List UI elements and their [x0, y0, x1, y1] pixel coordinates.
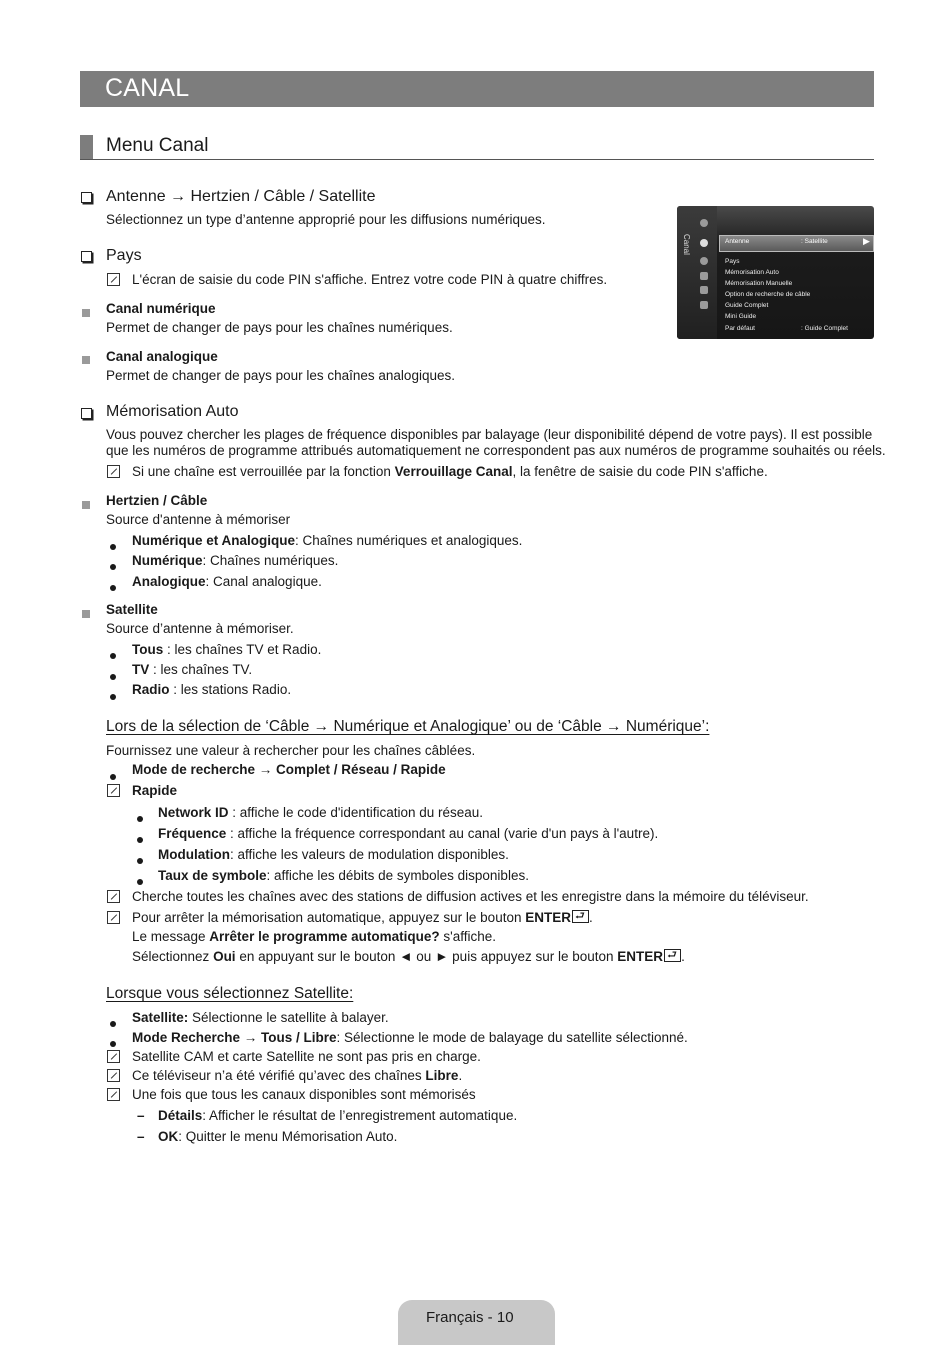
satellite-item: Tous : les chaînes TV et Radio.	[132, 642, 322, 657]
tv-menu-selected-label: Antenne	[725, 238, 750, 245]
tv-menu-item: Pays	[725, 258, 740, 265]
picture-icon	[700, 219, 708, 227]
hertzien-desc: Source d'antenne à mémoriser	[106, 512, 291, 527]
cable-rapide: Rapide	[132, 783, 178, 798]
bullet-icon	[137, 873, 143, 888]
cable-mode: Mode de recherche → Complet / Réseau / Rapide	[132, 762, 446, 777]
hertzien-item: Numérique et Analogique: Chaînes numériques et analogiques.	[132, 533, 523, 548]
sat-note3: Une fois que tous les canaux disponibles sont mémorisés	[132, 1087, 476, 1102]
bullet-icon	[110, 558, 116, 573]
section-heading	[80, 135, 874, 160]
tv-menu-item: Option de recherche de câble	[725, 291, 811, 298]
tv-menu-item: Guide Complet	[725, 302, 769, 309]
square-bullet-icon	[82, 305, 90, 320]
hertzien-item: Analogique: Canal analogique.	[132, 574, 322, 589]
bullet-icon	[110, 1035, 116, 1050]
satellite-desc: Source d’antenne à mémoriser.	[106, 621, 294, 636]
satellite-item: Radio : les stations Radio.	[132, 682, 292, 697]
dash-icon: –	[137, 1108, 145, 1123]
cable-desc: Fournissez une valeur à rechercher pour les chaînes câblées.	[106, 743, 476, 758]
sat-bullet1: Satellite: Sélectionne le satellite à balayer.	[132, 1010, 389, 1025]
tv-menu-item: Mémorisation Auto	[725, 269, 779, 276]
pays-note: L'écran de saisie du code PIN s'affiche. Entrez votre code PIN à quatre chiffres.	[132, 272, 608, 287]
hertzien-title: Hertzien / Câble	[106, 493, 208, 508]
enter-icon	[664, 949, 681, 962]
square-bullet-icon	[82, 606, 90, 621]
note-icon	[107, 1050, 120, 1066]
tv-menu-selected-value: : Satellite	[801, 238, 828, 245]
tv-menu-item: Par défaut	[725, 325, 755, 332]
canal-ana-title: Canal analogique	[106, 349, 218, 364]
canal-num-title: Canal numérique	[106, 301, 216, 316]
satellite-title: Satellite	[106, 602, 158, 617]
cable-line2: Le message Arrêter le programme automatique? s'affiche.	[132, 929, 496, 944]
tv-menu-screenshot	[677, 206, 874, 339]
support-icon	[700, 301, 708, 309]
bullet-icon	[110, 1015, 116, 1030]
sat-note1: Satellite CAM et carte Satellite ne sont pas pris en charge.	[132, 1049, 481, 1064]
bullet-icon	[110, 538, 116, 553]
cable-note2: Pour arrêter la mémorisation automatique, appuyez sur le bouton ENTER⮐ .	[132, 910, 593, 925]
checkbox-icon	[81, 250, 92, 265]
cable-sub-item: Fréquence : affiche la fréquence correspondant au canal (varie d'un pays à l'autre).	[158, 826, 659, 841]
canal-ana-desc: Permet de changer de pays pour les chaînes analogiques.	[106, 368, 455, 383]
tv-menu-item: Mini Guide	[725, 313, 757, 320]
cable-note1: Cherche toutes les chaînes avec des stations de diffusion actives et les enregistre dans la mémoire du téléviseur.	[132, 889, 809, 904]
antenne-desc: Sélectionnez un type d’antenne approprié pour les diffusions numériques.	[106, 212, 546, 227]
cable-sub-item: Taux de symbole: affiche les débits de symboles disponibles.	[158, 868, 529, 883]
tv-menu-default-value: : Guide Complet	[801, 325, 848, 332]
tv-menu-rail-label: Canal	[682, 234, 691, 255]
tv-menu-rail	[677, 206, 717, 339]
sat-heading: Lorsque vous sélectionnez Satellite:	[106, 985, 354, 1002]
cable-sub-item: Network ID : affiche le code d'identification du réseau.	[158, 805, 484, 820]
cable-sub-item: Modulation: affiche les valeurs de modulation disponibles.	[158, 847, 509, 862]
memo-note: Si une chaîne est verrouillée par la fonction Verrouillage Canal, la fenêtre de saisie du code PIN s'affiche.	[132, 464, 768, 479]
page-footer	[398, 1300, 555, 1345]
bullet-icon	[110, 668, 116, 683]
pays-title: Pays	[106, 247, 142, 264]
section-title: Menu Canal	[106, 135, 209, 156]
note-icon	[107, 1069, 120, 1085]
sat-bullet2: Mode Recherche → Tous / Libre: Sélectionne le mode de balayage du satellite sélectionné.	[132, 1030, 688, 1045]
cable-line3: Sélectionnez Oui en appuyant sur le bouton ◄ ou ► puis appuyez sur le bouton ENTER⮐ .	[132, 949, 685, 964]
sat-dash1: Détails: Afficher le résultat de l’enregistrement automatique.	[158, 1108, 518, 1123]
bullet-icon	[137, 852, 143, 867]
note-icon	[107, 890, 120, 906]
tv-menu-item: Mémorisation Manuelle	[725, 280, 793, 287]
square-bullet-icon	[82, 497, 90, 512]
bullet-icon	[137, 810, 143, 825]
arrow-right-icon: ▶	[863, 236, 870, 246]
application-icon	[700, 286, 708, 294]
sat-note2: Ce téléviseur n’a été vérifié qu’avec des chaînes Libre.	[132, 1068, 463, 1083]
memo-desc-line1: Vous pouvez chercher les plages de fréquence disponibles par balayage (leur disponibilité dépend de votre pays). Il est possible	[106, 427, 873, 442]
chapter-title: CANAL	[105, 74, 190, 102]
bullet-icon	[110, 688, 116, 703]
bullet-icon	[110, 768, 116, 783]
note-icon	[107, 784, 120, 800]
bullet-icon	[110, 647, 116, 662]
chapter-title-bar	[80, 71, 874, 107]
channel-icon	[700, 239, 708, 247]
dash-icon: –	[137, 1129, 145, 1144]
note-icon	[107, 1088, 120, 1104]
sat-dash2: OK: Quitter le menu Mémorisation Auto.	[158, 1129, 398, 1144]
note-icon	[107, 911, 120, 927]
cable-heading: Lors de la sélection de ‘Câble → Numérique et Analogique’ ou de ‘Câble → Numérique’:	[106, 718, 710, 735]
note-icon	[107, 273, 120, 289]
bullet-icon	[137, 831, 143, 846]
antenne-title: Antenne → Hertzien / Câble / Satellite	[106, 188, 376, 205]
enter-icon	[572, 910, 589, 923]
memo-title: Mémorisation Auto	[106, 403, 239, 420]
memo-desc-line2: que les numéros de programme attribués automatiquement ne correspondent pas aux numéros de programme souhaités ou réels.	[106, 443, 886, 458]
checkbox-icon	[81, 191, 92, 206]
section-marker	[80, 135, 93, 159]
canal-num-desc: Permet de changer de pays pour les chaînes numériques.	[106, 320, 453, 335]
note-icon	[107, 465, 120, 481]
page-number: Français - 10	[426, 1309, 514, 1326]
setup-gear-icon	[700, 257, 708, 265]
input-icon	[700, 272, 708, 280]
checkbox-icon	[81, 407, 92, 422]
satellite-item: TV : les chaînes TV.	[132, 662, 253, 677]
hertzien-item: Numérique: Chaînes numériques.	[132, 553, 339, 568]
bullet-icon	[110, 579, 116, 594]
square-bullet-icon	[82, 352, 90, 367]
